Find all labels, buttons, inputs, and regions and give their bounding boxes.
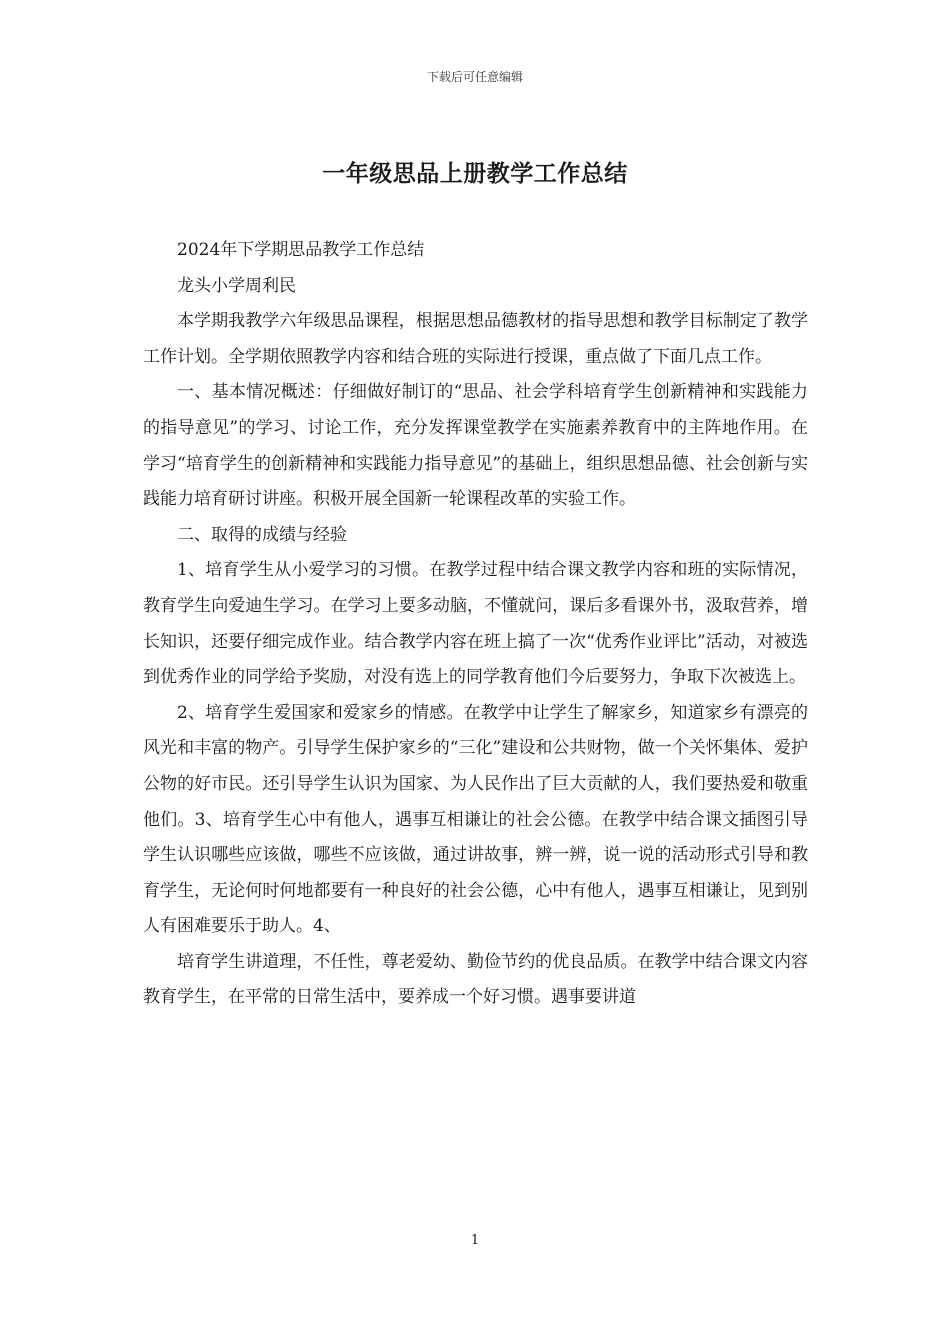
item-four-paragraph: 培育学生讲道理，不任性，尊老爱幼、勤俭节约的优良品质。在教学中结合课文内容教育学生，在平常的日常生活中，要养成一个好习惯。遇事要讲道 <box>143 951 808 1008</box>
header-note: 下载后可任意编辑 <box>426 70 523 84</box>
term-heading: 2024年下学期思品教学工作总结 <box>177 240 425 260</box>
author-line: 龙头小学周利民 <box>177 275 296 296</box>
intro-paragraph: 本学期我教学六年级思品课程，根据思想品德教材的指导思想和教学目标制定了教学工作计划。全学期依照教学内容和结合班的实际进行授课，重点做了下面几点工作。 <box>143 311 808 367</box>
item-one-paragraph: 1、培育学生从小爱学习的习惯。在教学过程中结合课文教学内容和班的实际情况，教育学生向爱迪生学习。在学习上要多动脑，不懂就问，课后多看课外书，汲取营养，增长知识，还要仔细完成作业。结合教学内容在班上搞了一次“优秀作业评比”活动，对被选到优秀作业的同学给予奖励，对没有选上的同学教育他们今后要努力，争取下次被选上。 <box>143 560 808 688</box>
page-number: 1 <box>470 1233 480 1248</box>
section-two-heading: 二、取得的成绩与经验 <box>177 524 347 545</box>
section-one-paragraph: 一、基本情况概述：仔细做好制订的“思品、社会学科培育学生创新精神和实践能力的指导意见”的学习、讨论工作，充分发挥课堂教学在实施素养教育中的主阵地作用。在学习“培育学生的创新精神和实践能力指导意见”的基础上，组织思想品德、社会创新与实践能力培育研讨讲座。积极开展全国新一轮课程改革的实验工作。 <box>143 382 808 510</box>
document-body <box>143 233 808 1016</box>
item-two-paragraph: 2、培育学生爱国家和爱家乡的情感。在教学中让学生了解家乡，知道家乡有漂亮的风光和丰富的物产。引导学生保护家乡的“三化”建设和公共财物，做一个关怀集体、爱护公物的好市民。还引导学生认识为国家、为人民作出了巨大贡献的人，我们要热爱和敬重他们。3、培育学生心中有他人，遇事互相谦让的社会公德。在教学中结合课文插图引导学生认识哪些应该做，哪些不应该做，通过讲故事，辨一辨，说一说的活动形式引导和教育学生，无论何时何地都要有一种良好的社会公德，心中有他人，遇事互相谦让，见到别人有困难要乐于助人。4、 <box>143 702 808 937</box>
document-title: 一年级思品上册教学工作总结 <box>322 160 628 187</box>
